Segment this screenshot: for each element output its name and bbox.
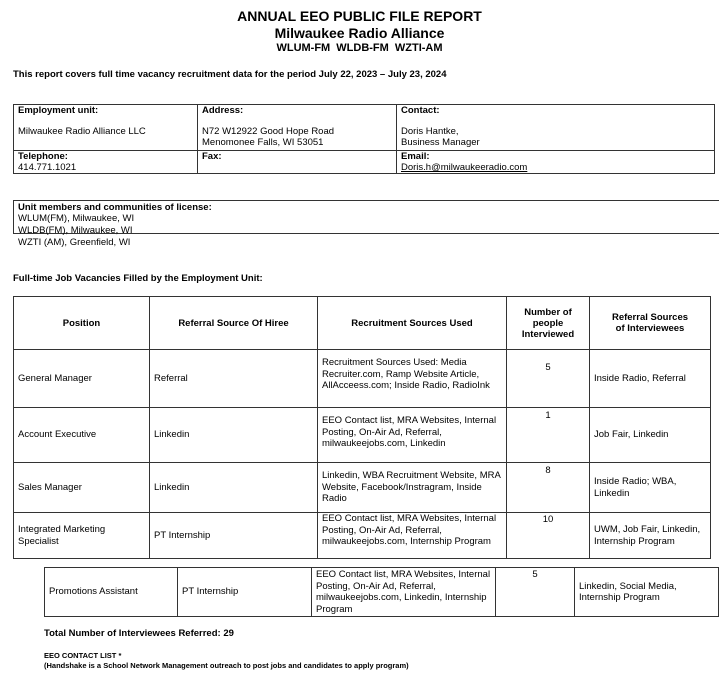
cell-sources: Recruitment Sources Used: Media Recruiter.com, Ramp Website Article, AllAcceess.com; Inside Radio, RadioInk — [318, 350, 507, 408]
cell-interviewee-sources: UWM, Job Fair, Linkedin, Internship Program — [590, 513, 711, 559]
employment-unit-value: Milwaukee Radio Alliance LLC — [18, 126, 146, 137]
cell-count: 1 — [507, 408, 590, 463]
total-interviewees: Total Number of Interviewees Referred: 29 — [44, 628, 234, 639]
vacancies-title: Full-time Job Vacancies Filled by the Employment Unit: — [13, 273, 263, 284]
vacancies-header-row — [14, 297, 711, 350]
table-row — [14, 513, 711, 559]
cell-count: 8 — [507, 463, 590, 513]
email-link[interactable]: Doris.h@milwaukeeradio.com — [401, 162, 528, 173]
employment-unit-cell — [14, 105, 198, 151]
table-row — [45, 568, 719, 617]
contact-cell — [397, 105, 715, 151]
cell-referral: Linkedin — [150, 463, 318, 513]
telephone-value: 414.771.1021 — [18, 162, 77, 173]
cell-position: Integrated Marketing Specialist — [14, 513, 150, 559]
license-community-item: WZTI (AM), Greenfield, WI — [18, 237, 131, 248]
cell-sources: EEO Contact list, MRA Websites, Internal Posting, On-Air Ad, Referral, milwaukeejobs.com, Linkedin, Internship Program — [312, 568, 496, 617]
cell-sources — [318, 513, 507, 559]
email-label: Email: — [401, 151, 430, 162]
contact-label: Contact: — [401, 105, 440, 116]
cell-sources-text: EEO Contact list, MRA Websites, Internal Posting, On-Air Ad, Referral, milwaukeejobs.com, Internship Program — [322, 513, 497, 547]
license-community-item: WLDB(FM), Milwaukee, WI — [18, 225, 133, 236]
cell-position: Account Executive — [14, 408, 150, 463]
email-cell — [397, 151, 715, 174]
cell-count: 5 — [496, 568, 575, 617]
address-line2: Menomonee Falls, WI 53051 — [202, 137, 324, 148]
cell-referral: PT Internship — [150, 513, 318, 559]
report-title: ANNUAL EEO PUBLIC FILE REPORT — [237, 8, 482, 24]
cell-count: 5 — [507, 350, 590, 408]
telephone-cell — [14, 151, 198, 174]
contact-name: Doris Hantke, — [401, 126, 459, 137]
report-period: This report covers full time vacancy recruitment data for the period July 22, 2023 – July 23, 2024 — [13, 69, 447, 80]
license-communities-label: Unit members and communities of license: — [18, 202, 212, 213]
cell-count: 10 — [507, 513, 590, 559]
address-label: Address: — [202, 105, 244, 116]
employment-unit-label: Employment unit: — [18, 105, 99, 116]
cell-referral: Linkedin — [150, 408, 318, 463]
cell-sources: Linkedin, WBA Recruitment Website, MRA Website, Facebook/Instragram, Inside Radio — [318, 463, 507, 513]
vacancies-table-continued — [44, 567, 719, 617]
cell-interviewee-sources: Inside Radio, Referral — [590, 350, 711, 408]
cell-interviewee-sources: Inside Radio; WBA, Linkedin — [590, 463, 711, 513]
header-position: Position — [14, 297, 150, 350]
telephone-label: Telephone: — [18, 151, 68, 162]
cell-position: Sales Manager — [14, 463, 150, 513]
fax-cell — [198, 151, 397, 174]
header-referral-sources-interviewees: Referral Sources of Interviewees — [590, 297, 711, 350]
vacancies-table — [13, 296, 711, 559]
license-communities-box — [13, 200, 719, 248]
eeo-contact-list-note: (Handshake is a School Network Management outreach to post jobs and candidates to apply program) — [44, 661, 409, 670]
cell-position: Promotions Assistant — [45, 568, 178, 617]
table-row — [14, 408, 711, 463]
station-call-signs: WLUM-FM WLDB-FM WZTI-AM — [276, 42, 443, 54]
organization-name: Milwaukee Radio Alliance — [274, 25, 445, 41]
fax-label: Fax: — [202, 151, 222, 162]
contact-table — [13, 104, 715, 174]
header-recruitment-sources: Recruitment Sources Used — [318, 297, 507, 350]
address-line1: N72 W12922 Good Hope Road — [202, 126, 335, 137]
header-referral-source: Referral Source Of Hiree — [150, 297, 318, 350]
table-row — [14, 463, 711, 513]
cell-interviewee-sources: Job Fair, Linkedin — [590, 408, 711, 463]
address-cell — [198, 105, 397, 151]
contact-title: Business Manager — [401, 137, 480, 148]
cell-referral: Referral — [150, 350, 318, 408]
license-community-item: WLUM(FM), Milwaukee, WI — [18, 213, 135, 224]
eeo-contact-list-title: EEO CONTACT LIST * — [44, 651, 122, 660]
header-number-interviewed: Number of people Interviewed — [507, 297, 590, 350]
cell-interviewee-sources: Linkedin, Social Media, Internship Program — [575, 568, 719, 617]
cell-referral: PT Internship — [178, 568, 312, 617]
cell-position: General Manager — [14, 350, 150, 408]
cell-sources: EEO Contact list, MRA Websites, Internal Posting, On-Air Ad, Referral, milwaukeejobs.com, Linkedin — [318, 408, 507, 463]
table-row — [14, 350, 711, 408]
